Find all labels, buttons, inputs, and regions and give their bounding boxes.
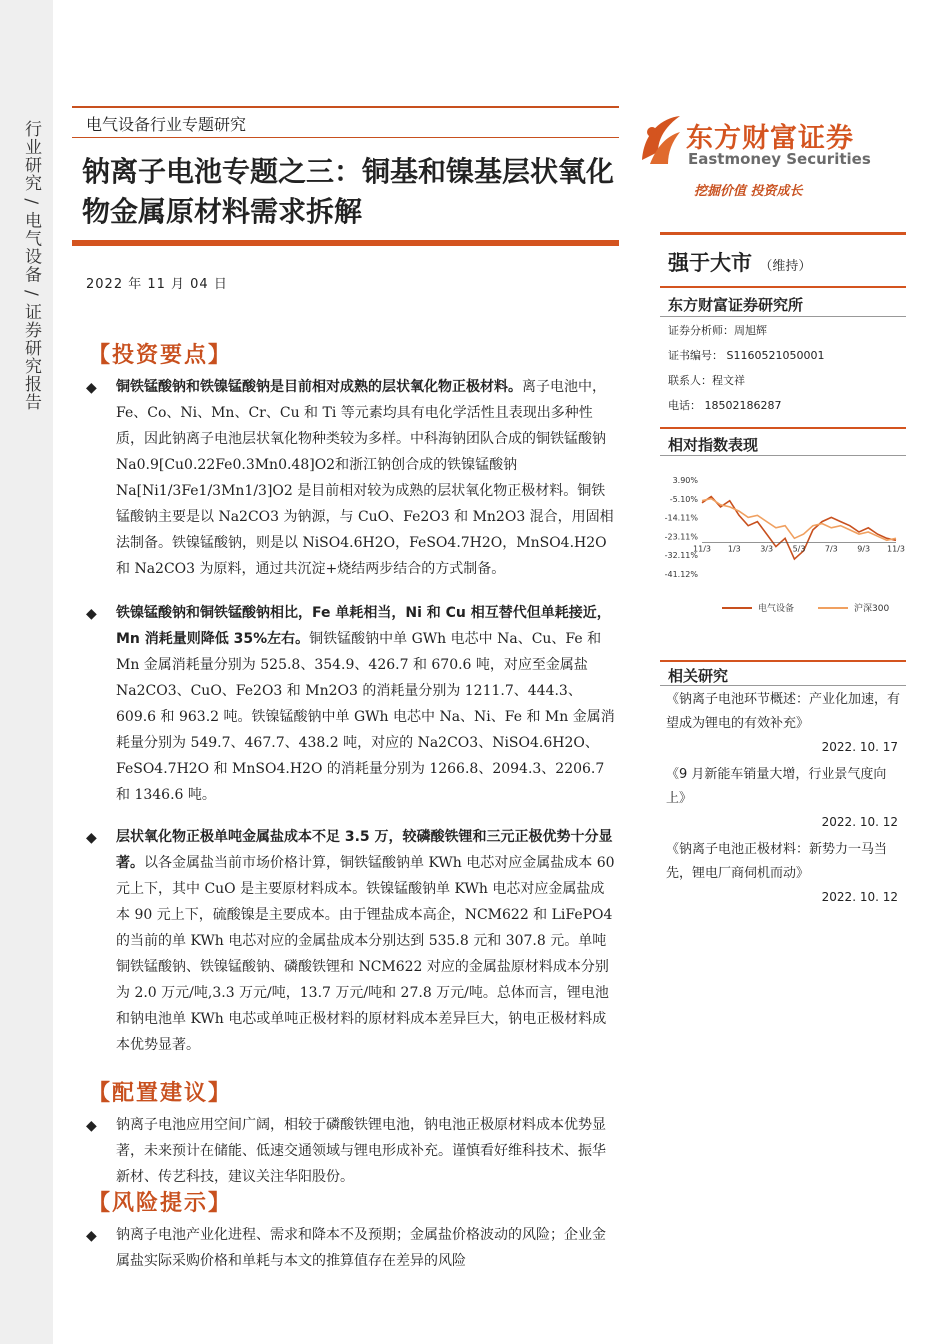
chart-rule-top — [660, 427, 906, 429]
related-item-date: 2022. 10. 12 — [821, 815, 898, 829]
bullet-icon: ◆ — [86, 1228, 97, 1244]
related-item-title[interactable]: 《9 月新能车销量大增，行业景气度向上》 — [666, 767, 887, 806]
series-line-index — [702, 499, 896, 541]
phone: 电话： 18502186287 — [668, 399, 782, 412]
legend-swatch-index — [818, 607, 848, 609]
institute-rule-top — [660, 286, 906, 288]
x-tick-label: 5/3 — [792, 544, 806, 554]
y-tick-label: 3.90% — [672, 476, 698, 485]
legend-label-index: 沪深300 — [854, 604, 890, 614]
related-rule-bottom — [660, 685, 906, 686]
institute-name: 东方财富证券研究所 — [668, 296, 804, 314]
section-config-heading: 【配置建议】 — [88, 1081, 233, 1106]
page-title: 钠离子电池专题之三：铜基和镍基层状氧化物金属原材料需求拆解 — [82, 155, 615, 228]
x-tick-label: 1/3 — [727, 544, 741, 554]
section-risk-heading: 【风险提示】 — [88, 1191, 233, 1216]
risk-point-text: 钠离子电池产业化进程、需求和降本不及预期；金属盐价格波动的风险；企业金属盐实际采购价格和单耗与本文的推算值存在差异的风险 — [116, 1227, 606, 1269]
related-item-title[interactable]: 《钠离子电池环节概述：产业化加速，有望成为锂电的有效补充》 — [666, 692, 901, 731]
related-title: 相关研究 — [668, 667, 729, 685]
chart-title: 相对指数表现 — [668, 436, 759, 454]
x-tick-label: 11/3 — [887, 544, 905, 554]
invest-point-3 — [116, 824, 618, 1058]
analyst: 证券分析师：周旭辉 — [668, 324, 767, 337]
report-date: 2022 年 11 月 04 日 — [86, 277, 228, 292]
relative-index-chart — [660, 472, 910, 622]
related-item-date: 2022. 10. 12 — [821, 890, 898, 904]
invest-point-2 — [116, 600, 618, 808]
invest-point-2-lead: 铁镍锰酸钠和铜铁锰酸钠相比，Fe 单耗相当，Ni 和 Cu 相互替代但单耗接近，Mn 消耗量则降低 35%左右。 — [116, 605, 611, 647]
invest-point-1-lead: 铜铁锰酸钠和铁镍锰酸钠是目前相对成熟的层状氧化物正极材料。 — [116, 379, 522, 395]
section-invest-heading: 【投资要点】 — [88, 343, 233, 368]
bullet-icon: ◆ — [86, 830, 97, 846]
x-tick-label: 11/3 — [693, 544, 711, 554]
bullet-icon: ◆ — [86, 1118, 97, 1134]
bullet-icon: ◆ — [86, 380, 97, 396]
legend-swatch-sector — [722, 607, 752, 609]
y-tick-label: -5.10% — [669, 494, 698, 504]
institute-rule-bottom — [660, 316, 906, 317]
config-point — [116, 1112, 618, 1190]
y-tick-label: -41.12% — [664, 570, 698, 579]
y-tick-label: -14.11% — [664, 513, 698, 523]
related-item-title[interactable]: 《钠离子电池正极材料：新势力一马当先，锂电厂商伺机而动》 — [666, 842, 888, 881]
contact: 联系人：程文祥 — [668, 374, 745, 387]
brand-name-cn: 东方财富证券 — [686, 123, 854, 154]
invest-point-1 — [116, 374, 618, 582]
config-point-text: 钠离子电池应用空间广阔，相较于磷酸铁锂电池，钠电池正极原材料成本优势显著，未来预计在储能、低速交通领域与锂电形成补充。谨慎看好维科技术、振华新材、传艺科技，建议关注华阳股份。 — [116, 1117, 606, 1185]
risk-point — [116, 1222, 618, 1274]
brand-logo-icon — [636, 112, 682, 168]
rating — [668, 247, 811, 277]
brand-slogan: 挖掘价值 投资成长 — [694, 184, 803, 199]
bullet-icon: ◆ — [86, 606, 97, 622]
invest-point-1-body: 离子电池中， Fe、Co、Ni、Mn、Cr、Cu 和 Ti 等元素均具有电化学活性且表现出多种性质，因此钠离子电池层状氧化物种类较为多样。中科海钠团队合成的铜铁锰酸钠 Na0.9[Cu0.22Fe0.3Mn0.48]O2和浙江钠创合成的铁镍锰酸钠 Na[Ni1/3Fe1/3Mn1/3]O2 是目前相对较为成熟的层状氧化物正极材料。铜铁锰酸钠主要是以 Na2CO3 为钠源，与 CuO、Fe2O3 和 Mn2O3 混合，用固相法制备。铁镍锰酸钠，则是以 NiSO4.6H2O，FeSO4.7H2O，MnSO4.H2O 和 Na2CO3 为原料，通过共沉淀+烧结两步结合的方式制备。 — [116, 379, 614, 577]
y-tick-label: -32.11% — [664, 551, 698, 561]
related-rule-top — [660, 660, 906, 662]
y-tick-label: -23.11% — [664, 532, 698, 542]
related-item-date: 2022. 10. 17 — [821, 740, 898, 754]
rating-rule — [660, 232, 906, 235]
rating-sub: （维持） — [759, 259, 812, 274]
sector-rule — [72, 137, 619, 138]
sector-label: 电气设备行业专题研究 — [86, 115, 247, 134]
chart-rule-bottom — [660, 455, 906, 456]
side-category-label: 行业研究 / 电气设备 / 证券研究报告 — [21, 120, 41, 412]
x-tick-label: 3/3 — [760, 544, 774, 554]
x-tick-label: 7/3 — [824, 544, 838, 554]
invest-point-3-body: 以各金属盐当前市场价格计算，铜铁锰酸钠单 KWh 电芯对应金属盐成本 60 元上下，其中 CuO 是主要原材料成本。铁镍锰酸钠单 KWh 电芯对应金属盐成本 90 元上下，硫酸镍是主要成本。由于锂盐成本高企，NCM622 和 LiFePO4的当前的单 KWh 电芯对应的金属盐成本分别达到 535.8 元和 307.8 元。单吨铜铁锰酸钠、铁镍锰酸钠、磷酸铁锂和 NCM622 对应的金属盐原材料成本分别为 2.0 万元/吨,3.3 万元/吨，13.7 万元/吨和 27.8 万元/吨。总体而言，锂电池和钠电池单 KWh 电芯或单吨正极材料的原材料成本差异巨大，钠电正极材料成本优势显著。 — [116, 855, 615, 1053]
x-tick-label: 9/3 — [857, 544, 871, 554]
legend-label-sector: 电气设备 — [758, 604, 795, 614]
invest-point-2-body: 铜铁锰酸钠中单 GWh 电芯中 Na、Cu、Fe 和 Mn 金属消耗量分别为 525.8、354.9、426.7 和 670.6 吨，对应至金属盐 Na2CO3、CuO、Fe2O3 和 Mn2O3 的消耗量分别为 1211.7、444.3、609.6 和 963.2 吨。铁镍锰酸钠中单 GWh 电芯中 Na、Ni、Fe 和 Mn 金属消耗量分别为 549.7、467.7、438.2 吨，对应的 Na2CO3、NiSO4.6H2O、FeSO4.7H2O 和 MnSO4.H2O 的消耗量分别为 1266.8、2094.3、2206.7 和 1346.6 吨。 — [116, 631, 615, 803]
header-rule — [72, 106, 619, 108]
cert-number: 证书编号： S1160521050001 — [668, 349, 825, 362]
invest-point-3-lead: 层状氧化物正极单吨金属盐成本不足 3.5 万，较磷酸铁锂和三元正极优势十分显著。 — [116, 829, 613, 871]
title-rule — [72, 240, 619, 246]
rating-label: 强于大市 — [668, 251, 752, 275]
brand-name-en: Eastmoney Securities — [688, 150, 871, 168]
